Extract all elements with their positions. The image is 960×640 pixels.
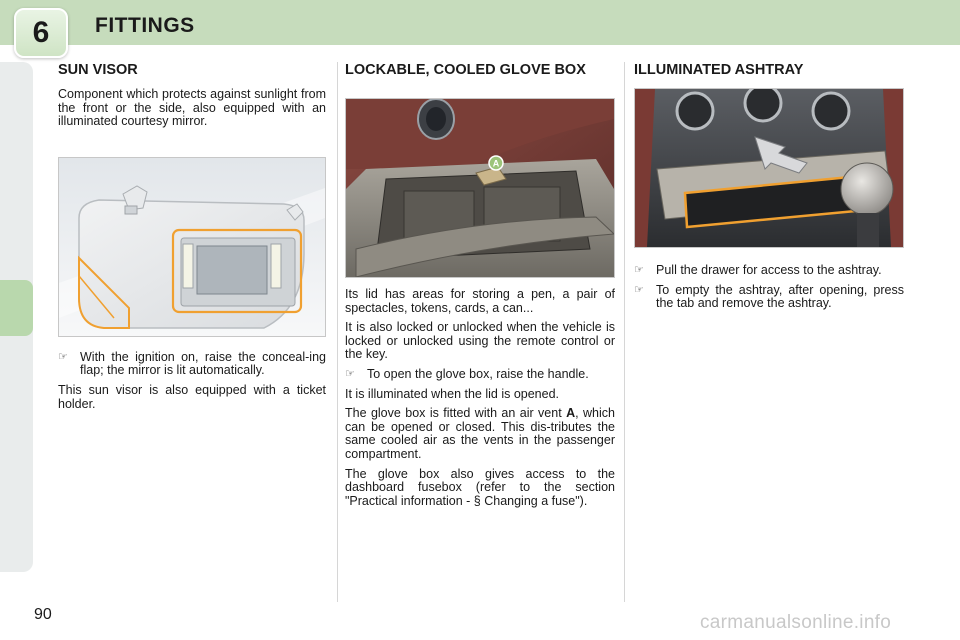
ashtray-column — [634, 62, 904, 317]
sun-visor-note: This sun visor is also equipped with a ticket holder. — [58, 382, 326, 411]
glove-box-step — [345, 368, 615, 382]
glove-box-illumination-text: It is illuminated when the lid is opened. — [345, 386, 560, 401]
pointing-hand-icon: ☞ — [58, 350, 68, 363]
footer-watermark: carmanualsonline.info — [700, 612, 892, 633]
glove-box-title: LOCKABLE, COOLED GLOVE BOX — [345, 62, 586, 78]
chapter-side-tab — [0, 280, 33, 336]
ashtray-title: ILLUMINATED ASHTRAY — [634, 62, 804, 78]
glove-box-locking-text: It is also locked or unlocked when the vehicle is locked or unlocked using the remote control or the key. — [345, 320, 615, 362]
sun-visor-column — [58, 62, 326, 417]
page-title: FITTINGS — [95, 14, 195, 37]
pointing-hand-icon: ☞ — [634, 264, 644, 276]
glove-box-step-text: To open the glove box, raise the handle. — [367, 366, 589, 381]
pointing-hand-icon: ☞ — [634, 283, 644, 296]
glove-box-column — [345, 62, 615, 514]
ashtray-photo — [634, 88, 904, 248]
column-divider — [337, 62, 338, 602]
glove-box-photo — [345, 98, 615, 278]
callout-a-label: A — [492, 158, 500, 169]
sun-visor-intro: Component which protects against sunlight from the front or the side, also equipped with an illuminated courtesy mirror. — [58, 87, 326, 129]
sun-visor-step-text: With the ignition on, raise the conceal-ing flap; the mirror is lit automatically. — [80, 349, 326, 378]
ashtray-step-empty-text: To empty the ashtray, after opening, press the tab and remove the ashtray. — [656, 282, 904, 311]
glove-box-vent-text: The glove box is fitted with an air vent A, which can be opened or closed. This dis-tributes the same cooled air as the vents in the passenger compartment. — [345, 406, 615, 461]
sun-visor-illustration — [58, 157, 326, 337]
sun-visor-step — [58, 351, 326, 378]
air-vent-reference: A — [566, 406, 576, 421]
ashtray-step-open — [634, 264, 904, 278]
glove-box-storage-text: Its lid has areas for storing a pen, a pair of spectacles, tokens, cards, a can... — [345, 287, 615, 315]
column-divider — [624, 62, 625, 602]
chapter-number-badge: 6 — [14, 8, 68, 58]
glove-box-fusebox-text: The glove box also gives access to the dashboard fusebox (refer to the section "Practical information - § Changing a fuse"). — [345, 466, 615, 508]
page-number: 90 — [34, 606, 52, 623]
ashtray-step-empty — [634, 284, 904, 311]
sun-visor-title: SUN VISOR — [58, 62, 138, 78]
pointing-hand-icon: ☞ — [345, 367, 355, 380]
ashtray-step-open-text: Pull the drawer for access to the ashtray. — [656, 263, 882, 277]
